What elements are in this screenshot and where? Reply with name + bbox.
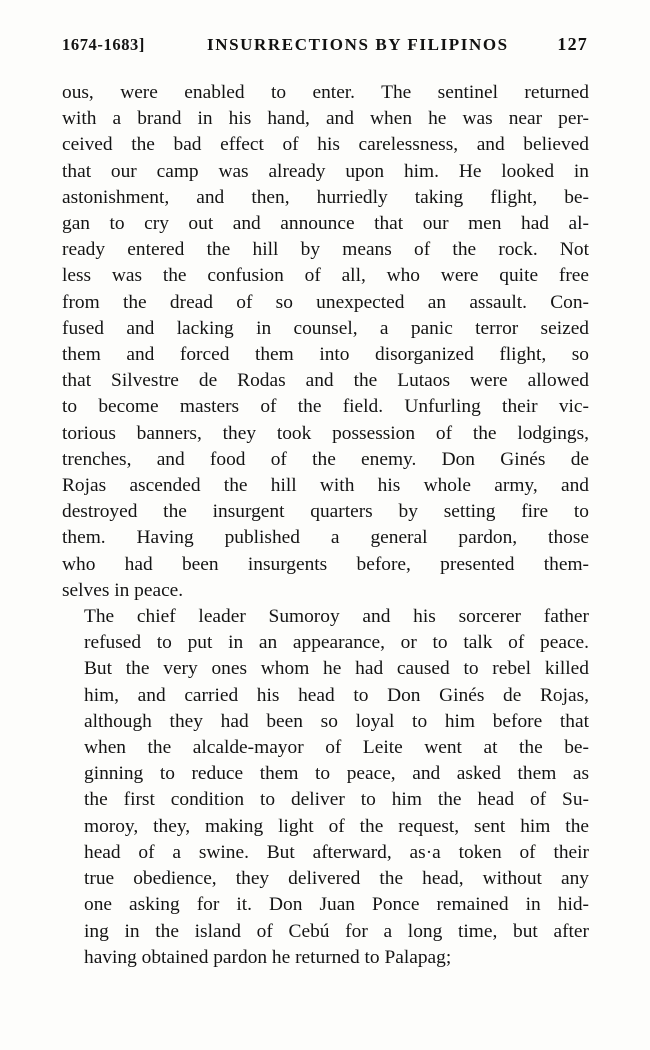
text-line: with a brand in his hand, and when he was near per- bbox=[62, 108, 589, 130]
text-line: Rojas ascended the hill with his whole army, and bbox=[62, 475, 589, 497]
text-line: when the alcalde-mayor of Leite went at the be- bbox=[84, 737, 589, 759]
text-line: the first condition to deliver to him the head of Su- bbox=[84, 789, 589, 811]
page-number: 127 bbox=[557, 34, 588, 54]
text-line: trenches, and food of the enemy. Don Ginés de bbox=[62, 448, 589, 470]
paragraph-1 bbox=[62, 80, 589, 604]
text-line: refused to put in an appearance, or to talk of peace. bbox=[84, 632, 589, 654]
text-line: them and forced them into disorganized flight, so bbox=[62, 344, 589, 366]
running-head-date-range: 1674-1683] bbox=[62, 35, 145, 54]
text-line: head of a swine. But afterward, as·a token of their bbox=[84, 841, 589, 863]
text-line: astonishment, and then, hurriedly taking flight, be- bbox=[62, 186, 589, 208]
running-head bbox=[62, 34, 588, 60]
paragraph-2 bbox=[62, 604, 589, 971]
text-line: ous, were enabled to enter. The sentinel returned bbox=[62, 82, 589, 103]
text-line: them. Having published a general pardon, those bbox=[62, 527, 589, 549]
text-line: destroyed the insurgent quarters by setting fire to bbox=[62, 501, 589, 523]
text-line: torious banners, they took possession of the lodgings, bbox=[62, 422, 589, 444]
text-line: gan to cry out and announce that our men had al- bbox=[62, 213, 589, 235]
text-line: to become masters of the field. Unfurling their vic- bbox=[62, 396, 589, 418]
text-line: who had been insurgents before, presented them- bbox=[62, 553, 589, 575]
running-head-title: INSURRECTIONS BY FILIPINOS bbox=[207, 35, 509, 54]
body-text bbox=[62, 80, 589, 971]
text-line: having obtained pardon he returned to Palapag; bbox=[84, 946, 452, 968]
text-line: although they had been so loyal to him before that bbox=[84, 710, 589, 732]
text-line: that Silvestre de Rodas and the Lutaos were allowed bbox=[62, 370, 589, 392]
text-line: ready entered the hill by means of the rock. Not bbox=[62, 239, 589, 261]
text-line: one asking for it. Don Juan Ponce remained in hid- bbox=[84, 894, 589, 916]
text-line: fused and lacking in counsel, a panic terror seized bbox=[62, 317, 589, 339]
text-line: But the very ones whom he had caused to rebel killed bbox=[84, 658, 589, 680]
text-line: ginning to reduce them to peace, and asked them as bbox=[84, 763, 589, 785]
text-line: him, and carried his head to Don Ginés de Rojas, bbox=[84, 684, 589, 706]
text-line: ing in the island of Cebú for a long time, but after bbox=[84, 920, 589, 942]
text-line: less was the confusion of all, who were quite free bbox=[62, 265, 589, 287]
text-line: The chief leader Sumoroy and his sorcerer father bbox=[84, 606, 589, 628]
text-line: from the dread of so unexpected an assault. Con- bbox=[62, 291, 589, 313]
text-line: that our camp was already upon him. He looked in bbox=[62, 160, 589, 182]
text-line: true obedience, they delivered the head, without any bbox=[84, 868, 589, 890]
text-line: moroy, they, making light of the request, sent him the bbox=[84, 815, 589, 837]
text-line: selves in peace. bbox=[62, 579, 184, 601]
text-line: ceived the bad effect of his carelessness, and believed bbox=[62, 134, 589, 156]
